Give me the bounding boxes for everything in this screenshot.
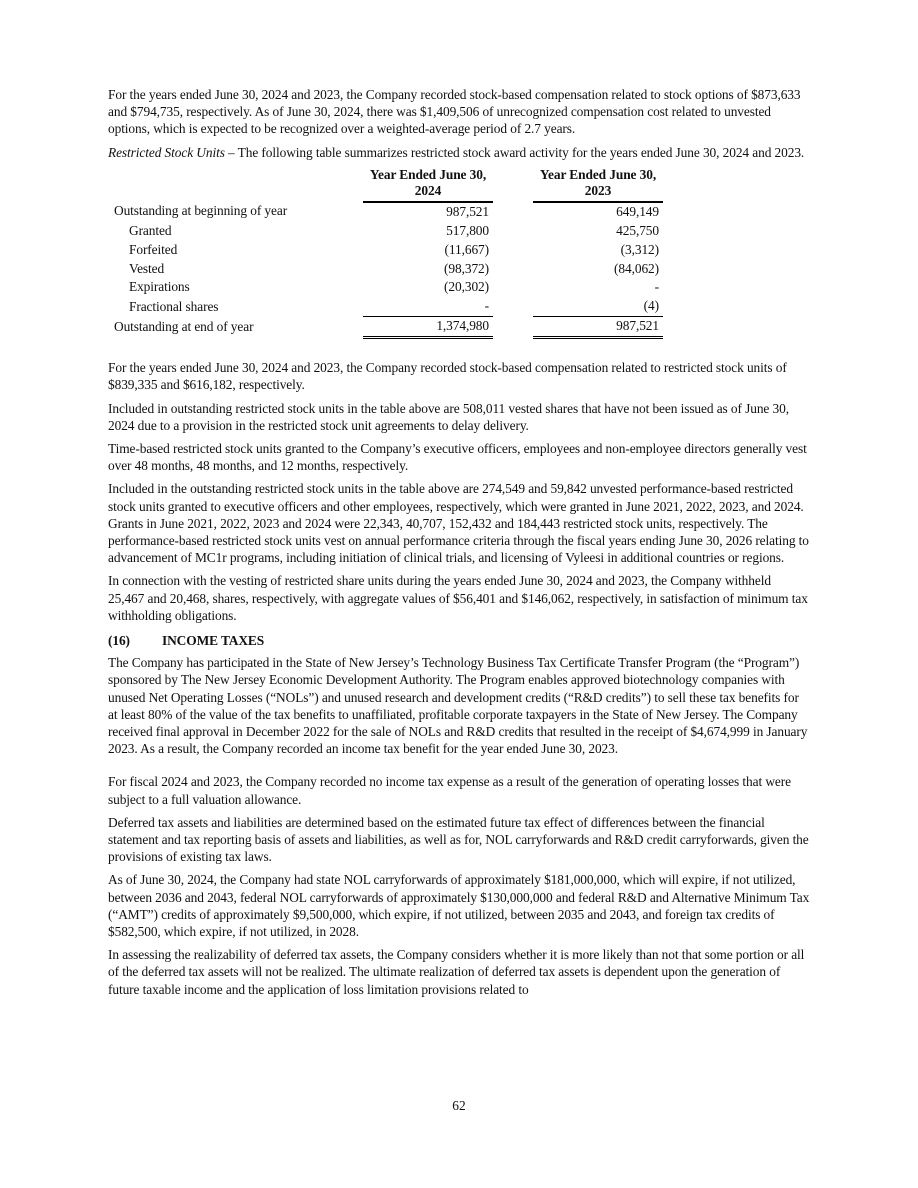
row-label: Fractional shares bbox=[129, 298, 219, 314]
cell-2024: - bbox=[363, 297, 493, 316]
row-label: Granted bbox=[129, 222, 172, 238]
table-row bbox=[108, 241, 810, 260]
cell-2023: (4) bbox=[533, 297, 663, 316]
cell-2023: (84,062) bbox=[614, 260, 659, 276]
cell-2024: 1,374,980 bbox=[363, 317, 493, 338]
paragraph-nol-carryforwards: As of June 30, 2024, the Company had state NOL carryforwards of approximately $181,000,000, which will expire, if not utilized, between 2036 and 2043, federal NOL carryforwards of approximately $130,000,000 and federal R&D and Alternative Minimum Tax (“AMT”) credits of approximately $9,500,000, which expire, if not utilized, between 2035 and 2043, and foreign tax credits of $582,500, which expire, if not utilized, in 2028. bbox=[108, 872, 810, 940]
row-label: Vested bbox=[129, 260, 165, 276]
section-heading-income-taxes bbox=[108, 632, 810, 649]
paragraph-performance-based-rsu: Included in the outstanding restricted stock units in the table above are 274,549 and 59,842 unvested performance-based restricted stock units granted to executive officers and other employees, respectively, which were granted in June 2021, 2022, 2023, and 2024. Grants in June 2021, 2022, 2023 and 2024 were 22,343, 40,707, 152,432 and 184,443 restricted stock units, respectively. The performance-based restricted stock units vest on annual performance criteria through the fiscal years ending June 30, 2026 relating to advancement of MC1r programs, including initiation of clinical trials, and licensing of Vyleesi in additional countries or regions. bbox=[108, 481, 809, 566]
cell-2023: 987,521 bbox=[533, 317, 663, 338]
rsu-intro-text: – The following table summarizes restricted stock award activity for the years ended June 30, 2024 and 2023. bbox=[224, 144, 805, 160]
cell-2024: (20,302) bbox=[444, 279, 489, 295]
cell-2024: (11,667) bbox=[444, 241, 489, 257]
paragraph-rsu-compensation: For the years ended June 30, 2024 and 2023, the Company recorded stock-based compensation related to restricted stock units of $839,335 and $616,182, respectively. bbox=[108, 360, 787, 393]
page-number: 62 bbox=[452, 1098, 466, 1113]
cell-2024: 987,521 bbox=[446, 203, 489, 219]
document-page bbox=[108, 86, 810, 1004]
paragraph-stock-options-compensation: For the years ended June 30, 2024 and 2023, the Company recorded stock-based compensation related to stock options of $873,633 and $794,735, respectively. As of June 30, 2024, there was $1,409,506 of unrecognized compensation cost related to unvested options, which is expected to be recognized over a weighted-average period of 2.7 years. bbox=[108, 87, 801, 137]
table-row bbox=[108, 222, 810, 241]
row-label: Forfeited bbox=[129, 241, 178, 257]
cell-2023: 425,750 bbox=[616, 222, 659, 238]
paragraph-rsu-intro bbox=[108, 144, 810, 161]
cell-2023: 649,149 bbox=[616, 203, 659, 219]
paragraph-realizability: In assessing the realizability of deferred tax assets, the Company considers whether it is more likely than not that some portion or all of the deferred tax assets will not be realized. The ultimate realization of deferred tax assets is dependent upon the generation of future taxable income and the application of loss limitation provisions related to bbox=[108, 947, 805, 997]
table-total-row bbox=[108, 317, 810, 338]
row-label: Expirations bbox=[129, 279, 190, 295]
paragraph-no-tax-expense: For fiscal 2024 and 2023, the Company recorded no income tax expense as a result of the generation of operating losses that were subject to a full valuation allowance. bbox=[108, 774, 791, 807]
rsu-activity-table bbox=[108, 167, 810, 339]
table-row bbox=[108, 297, 810, 316]
cell-2023: (3,312) bbox=[620, 241, 659, 257]
cell-2023: - bbox=[654, 279, 659, 295]
paragraph-time-based-vesting: Time-based restricted stock units granted to the Company’s executive officers, employees and non-employee directors generally vest over 48 months, 48 months, and 12 months, respectively. bbox=[108, 440, 807, 474]
paragraph-nj-program: The Company has participated in the State of New Jersey’s Technology Business Tax Certificate Transfer Program (the “Program”) sponsored by The New Jersey Economic Development Authority. The Program enables approved biotechnology companies with unused Net Operating Losses (“NOLs”) and unused research and development credits (“R&D credits”) to sell these tax benefits for at least 80% of the value of the tax benefits to unaffiliated, profitable corporate taxpayers in the State of New Jersey. The Company received final approval in December 2022 for the sale of NOLs and R&D credits that resulted in the receipt of $4,674,999 in January 2023. As a result, the Company recorded an income tax benefit for the year ended June 30, 2023. bbox=[108, 655, 808, 757]
cell-2024: 517,800 bbox=[446, 222, 489, 238]
table-row bbox=[108, 260, 810, 279]
section-title: INCOME TAXES bbox=[162, 633, 265, 648]
paragraph-tax-withholding: In connection with the vesting of restricted share units during the years ended June 30, 2024 and 2023, the Company withheld 25,467 and 20,468, shares, respectively, with aggregate values of $56,401 and $146,062, respectively, in satisfaction of minimum tax withholding obligations. bbox=[108, 573, 808, 623]
table-row bbox=[108, 278, 810, 297]
paragraph-vested-not-issued: Included in outstanding restricted stock units in the table above are 508,011 vested shares that have not been issued as of June 30, 2024 due to a provision in the restricted stock unit agreements to delay delivery. bbox=[108, 400, 789, 433]
table-row bbox=[108, 202, 810, 222]
header-2023: Year Ended June 30, 2023 bbox=[533, 167, 663, 202]
cell-2024: (98,372) bbox=[444, 260, 489, 276]
table-header-row bbox=[108, 167, 810, 202]
rsu-italic-heading: Restricted Stock Units bbox=[108, 144, 225, 160]
section-number: (16) bbox=[108, 633, 130, 648]
paragraph-deferred-tax: Deferred tax assets and liabilities are determined based on the estimated future tax effect of differences between the financial statement and tax reporting basis of assets and liabilities, as well as for, NOL carryforwards and R&D credit carryforwards, given the provisions of existing tax laws. bbox=[108, 814, 809, 865]
header-2024: Year Ended June 30, 2024 bbox=[363, 167, 493, 202]
row-label: Outstanding at end of year bbox=[114, 318, 254, 334]
row-label: Outstanding at beginning of year bbox=[114, 203, 288, 219]
